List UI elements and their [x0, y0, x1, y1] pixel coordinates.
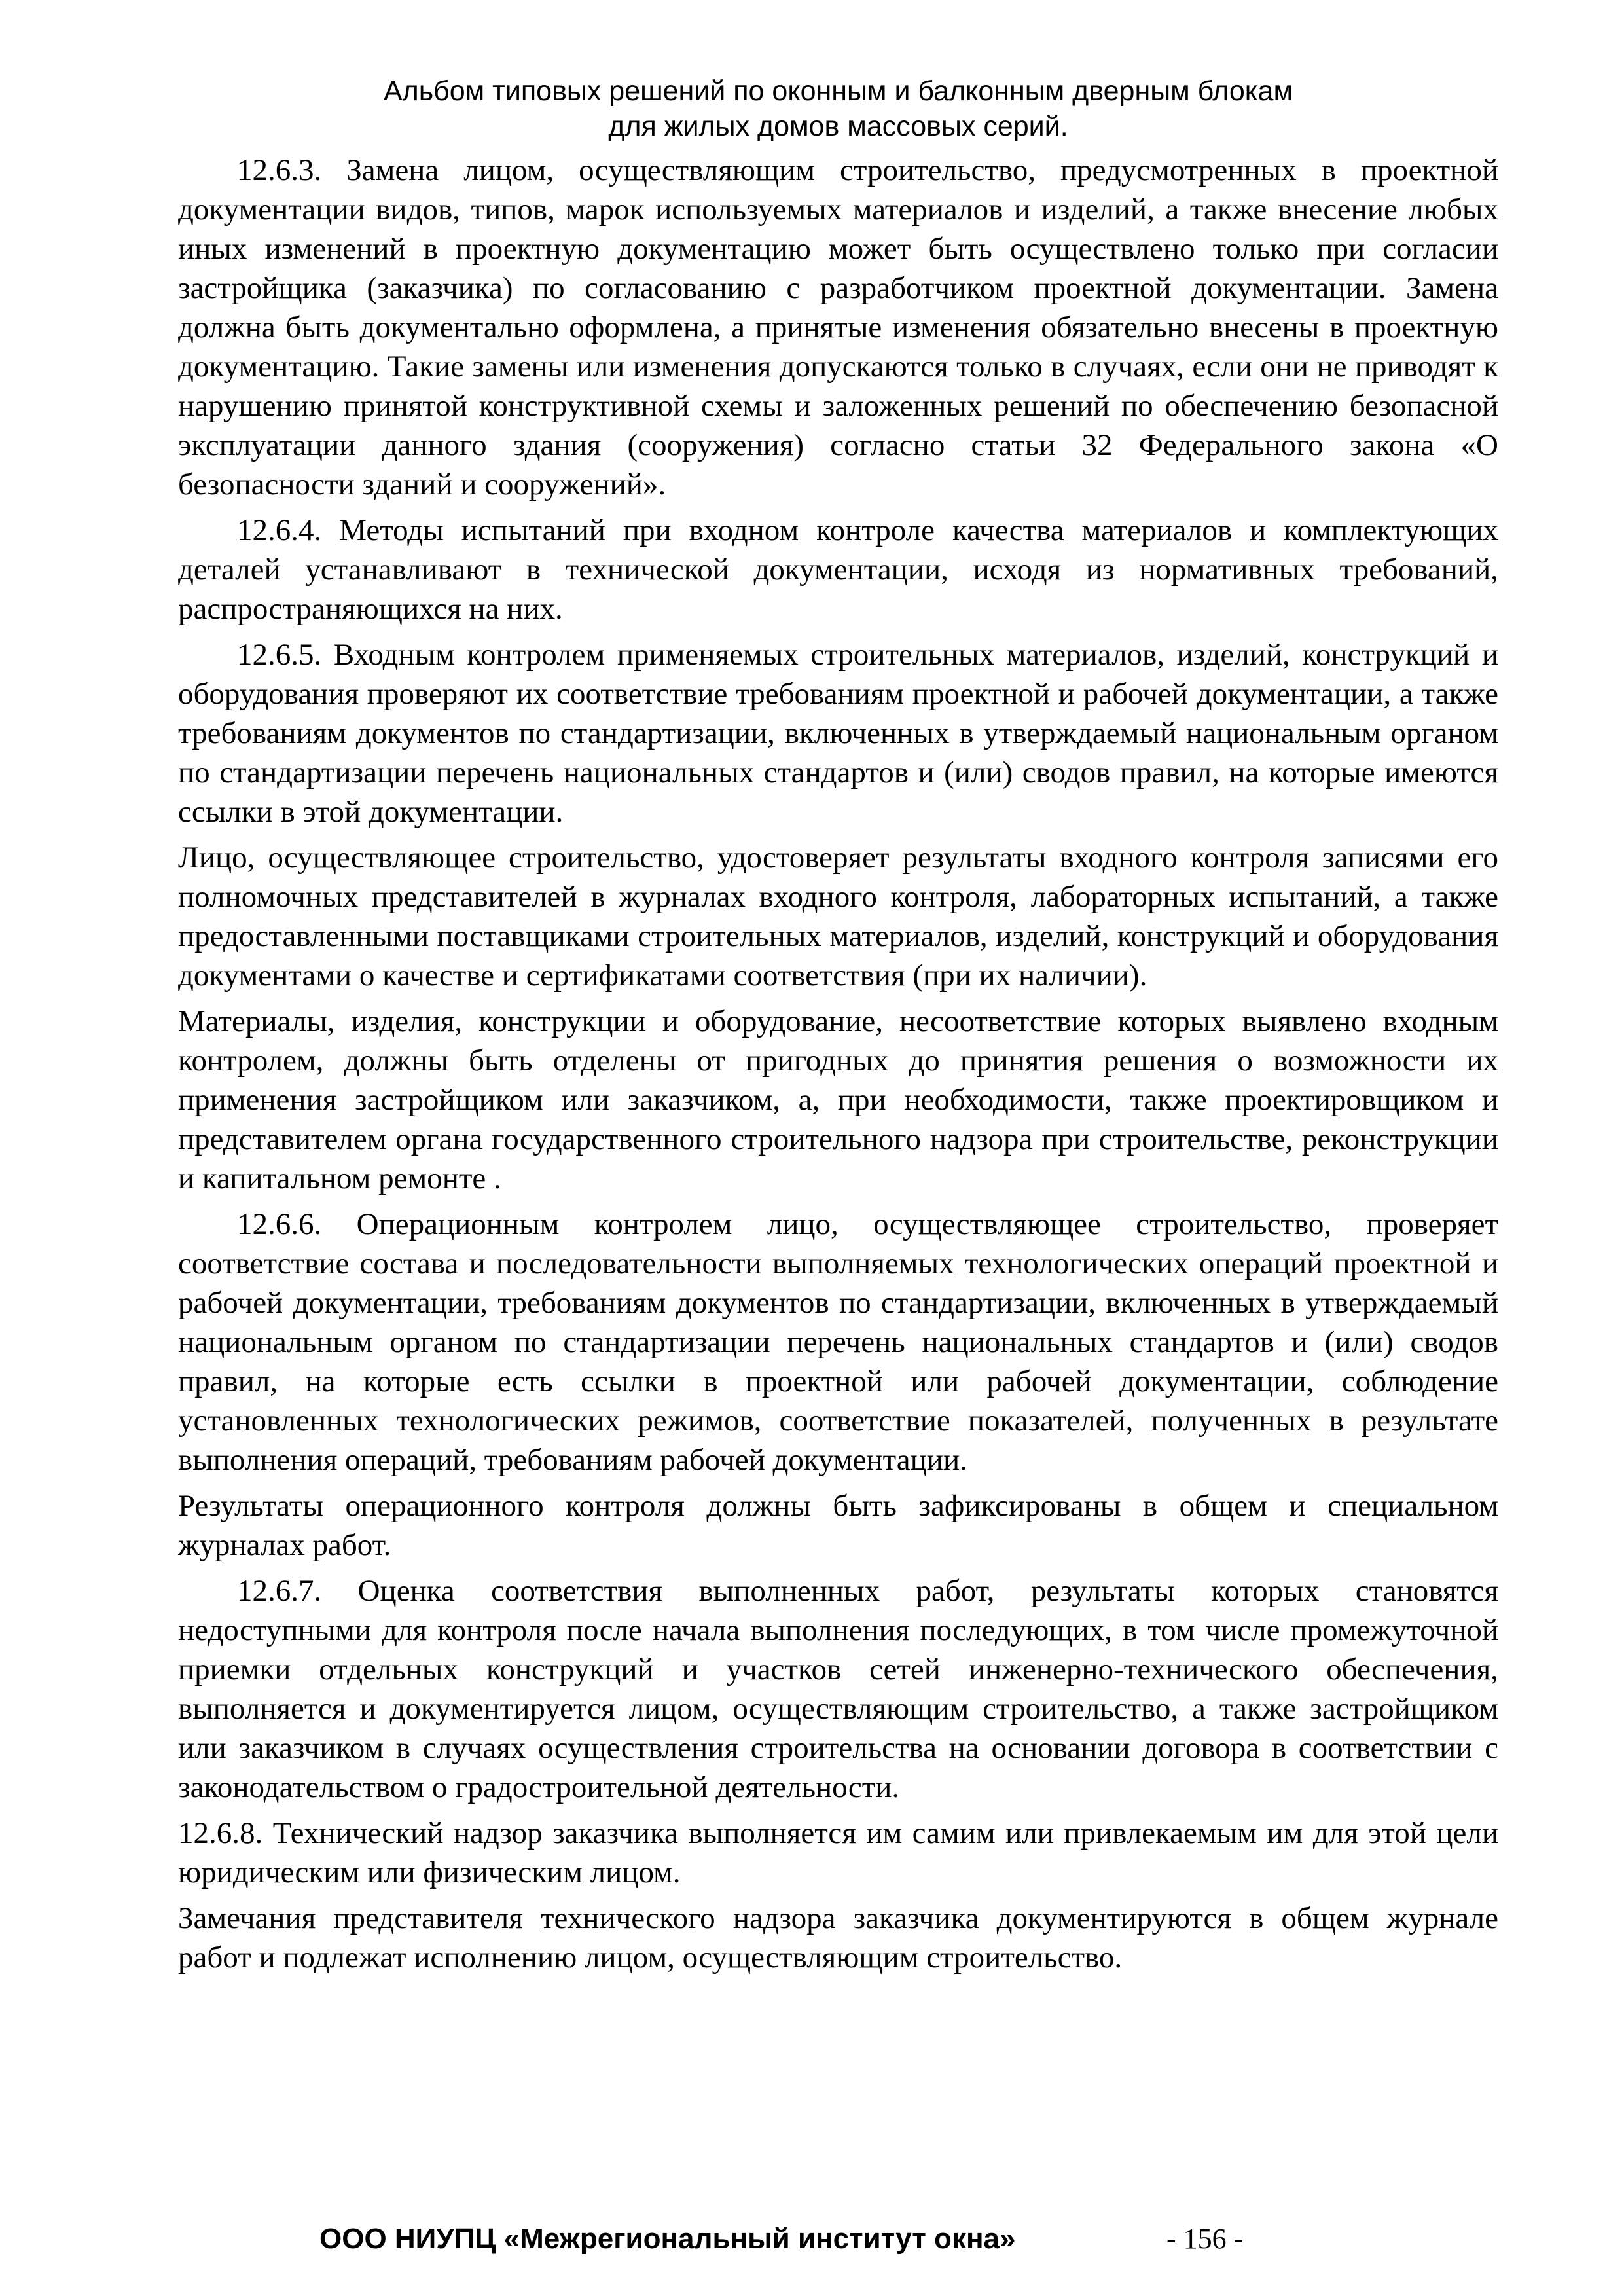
document-body [178, 151, 1498, 1977]
document-header [178, 73, 1498, 144]
footer-company-name: ООО НИУПЦ «Межрегиональный институт окна» [319, 2223, 1016, 2255]
paragraph-12-6-3: 12.6.3. Замена лицом, осуществляющим строительство, предусмотренных в проектной документации видов, типов, марок используемых материалов и изделий, а также внесение любых иных изменений в проектную документацию может быть осуществлено только при согласии застройщика (заказчика) по согласованию с разработчиком проектной документации. Замена должна быть документально оформлена, а принятые изменения обязательно внесены в проектную документацию. Такие замены или изменения допускаются только в случаях, если они не приводят к нарушению принятой конструктивной схемы и заложенных решений по обеспечению безопасной эксплуатации данного здания (сооружения) согласно статьи 32 Федерального закона «О безопасности зданий и сооружений». [178, 153, 1498, 501]
paragraph-12-6-6: 12.6.6. Операционным контролем лицо, осуществляющее строительство, проверяет соответствие состава и последовательности выполняемых технологических операций проектной и рабочей документации, требованиям документов по стандартизации, включенных в утверждаемый национальным органом по стандартизации перечень национальных стандартов и (или) сводов правил, на которые есть ссылки в проектной или рабочей документации, соблюдение установленных технологических режимов, соответствие показателей, полученных в результате выполнения операций, требованиям рабочей документации. [178, 1207, 1498, 1477]
document-footer [0, 2221, 1624, 2267]
paragraph-12-6-4: 12.6.4. Методы испытаний при входном контроле качества материалов и комплектующих деталей устанавливают в технической документации, исходя из нормативных требований, распространяющихся на них. [178, 513, 1498, 626]
paragraph-technical-supervision-remarks: Замечания представителя технического надзора заказчика документируются в общем журнале работ и подлежат исполнению лицом, осуществляющим строительство. [178, 1901, 1498, 1975]
header-title-line-1: Альбом типовых решений по оконным и балконным дверным блокам [383, 75, 1293, 107]
paragraph-12-6-7: 12.6.7. Оценка соответствия выполненных работ, результаты которых становятся недоступными для контроля после начала выполнения последующих, в том числе промежуточной приемки отдельных конструкций и участков сетей инженерно-технического обеспечения, выполняется и документируется лицом, осуществляющим строительство, а также застройщиком или заказчиком в случаях осуществления строительства на основании договора в соответствии с законодательством о градостроительной деятельности. [178, 1574, 1498, 1804]
paragraph-12-6-5: 12.6.5. Входным контролем применяемых строительных материалов, изделий, конструкций и оборудования проверяют их соответствие требованиям проектной и рабочей документации, а также требованиям документов по стандартизации, включенных в утверждаемый национальным органом по стандартизации перечень национальных стандартов и (или) сводов правил, на которые имеются ссылки в этой документации. [178, 638, 1498, 829]
paragraph-input-control-records: Лицо, осуществляющее строительство, удостоверяет результаты входного контроля записями его полномочных представителей в журналах входного контроля, лабораторных испытаний, а также предоставленными поставщиками строительных материалов, изделий, конструкций и оборудования документами о качестве и сертификатами соответствия (при их наличии). [178, 841, 1498, 993]
header-title-line-2: для жилых домов массовых серий. [608, 111, 1068, 142]
footer-page-number: - 156 - [1166, 2223, 1244, 2255]
paragraph-nonconforming-materials: Материалы, изделия, конструкции и оборудование, несоответствие которых выявлено входным контролем, должны быть отделены от пригодных до принятия решения о возможности их применения застройщиком или заказчиком, а, при необходимости, также проектировщиком и представителем органа государственного строительного надзора при строительстве, реконструкции и капитальном ремонте . [178, 1004, 1498, 1195]
paragraph-operational-control-results: Результаты операционного контроля должны быть зафиксированы в общем и специальном журналах работ. [178, 1489, 1498, 1562]
paragraph-12-6-8: 12.6.8. Технический надзор заказчика выполняется им самим или привлекаемым им для этой цели юридическим или физическим лицом. [178, 1816, 1498, 1889]
